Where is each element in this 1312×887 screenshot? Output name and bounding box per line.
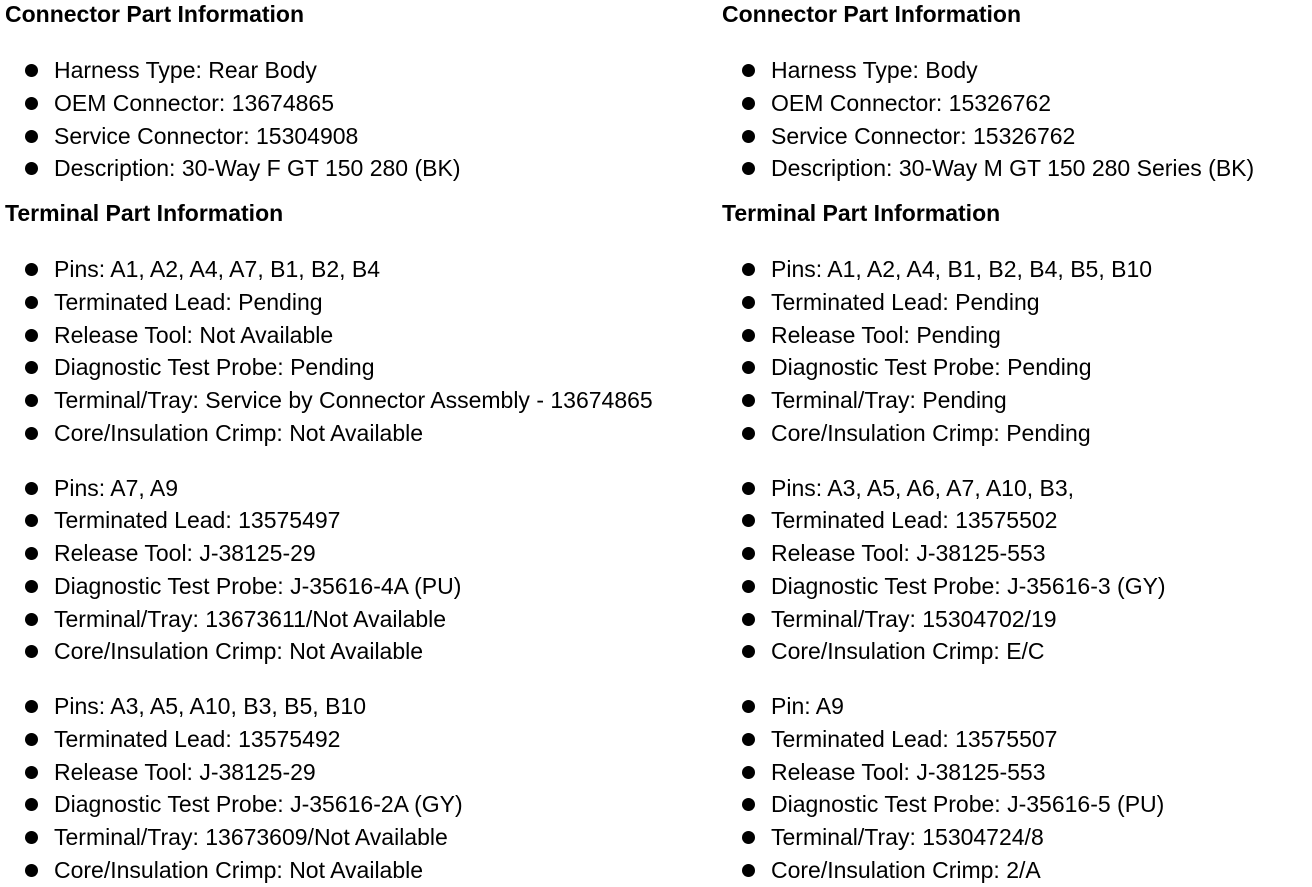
terminal-group bbox=[5, 253, 717, 450]
bullet-icon bbox=[25, 733, 38, 746]
list-item bbox=[5, 253, 717, 286]
bullet-icon bbox=[25, 263, 38, 276]
list-item bbox=[722, 286, 1312, 319]
bullet-icon bbox=[742, 613, 755, 626]
list-item bbox=[5, 54, 717, 87]
bullet-icon bbox=[742, 766, 755, 779]
list-item bbox=[5, 854, 717, 887]
list-item bbox=[722, 54, 1312, 87]
bullet-icon bbox=[25, 97, 38, 110]
bullet-icon bbox=[25, 427, 38, 440]
bullet-icon bbox=[25, 482, 38, 495]
bullet-icon bbox=[742, 263, 755, 276]
bullet-icon bbox=[742, 97, 755, 110]
list-item-text: Core/Insulation Crimp: Not Available bbox=[54, 419, 424, 446]
list-item bbox=[5, 690, 717, 723]
list-item bbox=[722, 537, 1312, 570]
bullet-icon bbox=[742, 733, 755, 746]
terminal-group bbox=[722, 472, 1312, 669]
connector-heading: Connector Part Information bbox=[5, 1, 305, 27]
list-item bbox=[722, 854, 1312, 887]
list-item bbox=[5, 472, 717, 505]
bullet-icon bbox=[25, 831, 38, 844]
list-item-text: Core/Insulation Crimp: Not Available bbox=[54, 638, 424, 665]
bullet-icon bbox=[25, 394, 38, 407]
terminal-heading: Terminal Part Information bbox=[5, 200, 284, 226]
bullet-icon bbox=[742, 329, 755, 342]
terminal-list bbox=[722, 690, 1312, 887]
list-item bbox=[5, 723, 717, 756]
bullet-icon bbox=[742, 514, 755, 527]
list-item bbox=[5, 537, 717, 570]
list-item-text: Release Tool: J-38125-553 bbox=[771, 540, 1046, 566]
list-item-text: Pin: A9 bbox=[771, 693, 844, 719]
list-item bbox=[722, 635, 1312, 668]
bullet-icon bbox=[742, 296, 755, 309]
list-item bbox=[722, 417, 1312, 450]
bullet-icon bbox=[742, 394, 755, 407]
list-item bbox=[5, 384, 717, 417]
bullet-icon bbox=[25, 864, 38, 877]
bullet-icon bbox=[25, 130, 38, 143]
bullet-icon bbox=[742, 700, 755, 713]
list-item-text: Core/Insulation Crimp: Pending bbox=[771, 419, 1091, 446]
list-item-text: Pins: A7, A9 bbox=[54, 474, 179, 501]
list-item bbox=[5, 319, 717, 352]
terminal-group bbox=[5, 472, 717, 669]
list-item-text: Service Connector: 15326762 bbox=[771, 122, 1076, 149]
list-item-text: Terminal/Tray: 13673609/Not Available bbox=[54, 824, 448, 850]
list-item bbox=[5, 351, 717, 384]
right-column bbox=[722, 0, 1312, 887]
list-item bbox=[5, 821, 717, 854]
bullet-icon bbox=[25, 580, 38, 593]
list-item bbox=[722, 756, 1312, 789]
bullet-icon bbox=[742, 798, 755, 811]
bullet-icon bbox=[742, 645, 755, 658]
bullet-icon bbox=[25, 645, 38, 658]
list-item bbox=[722, 384, 1312, 417]
bullet-icon bbox=[25, 798, 38, 811]
list-item bbox=[5, 417, 717, 450]
list-item bbox=[5, 286, 717, 319]
list-item-text: Release Tool: J-38125-29 bbox=[54, 540, 316, 566]
list-item bbox=[722, 87, 1312, 120]
list-item-text: Core/Insulation Crimp: 2/A bbox=[771, 856, 1041, 883]
list-item-text: Terminal/Tray: 15304724/8 bbox=[771, 824, 1044, 850]
list-item-text: Pins: A1, A2, A4, A7, B1, B2, B4 bbox=[54, 256, 381, 282]
list-item-text: Release Tool: Pending bbox=[771, 321, 1001, 348]
bullet-icon bbox=[742, 831, 755, 844]
bullet-icon bbox=[742, 427, 755, 440]
bullet-icon bbox=[25, 64, 38, 77]
list-item-text: Diagnostic Test Probe: Pending bbox=[771, 354, 1092, 381]
list-item-text: Release Tool: Not Available bbox=[54, 321, 334, 348]
terminal-list bbox=[5, 472, 717, 669]
list-item-text: Harness Type: Body bbox=[771, 57, 978, 83]
list-item bbox=[5, 603, 717, 636]
terminal-list bbox=[5, 253, 717, 450]
list-item-text: Pins: A3, A5, A10, B3, B5, B10 bbox=[54, 693, 366, 719]
list-item-text: Diagnostic Test Probe: Pending bbox=[54, 354, 375, 381]
bullet-icon bbox=[742, 580, 755, 593]
list-item bbox=[5, 635, 717, 668]
list-item-text: Terminated Lead: 13575497 bbox=[54, 507, 341, 534]
list-item-text: Core/Insulation Crimp: E/C bbox=[771, 638, 1045, 665]
list-item bbox=[722, 570, 1312, 603]
list-item-text: Terminated Lead: 13575502 bbox=[771, 507, 1058, 534]
list-item-text: Terminated Lead: Pending bbox=[54, 288, 323, 315]
terminal-list bbox=[722, 472, 1312, 669]
terminal-group bbox=[5, 690, 717, 887]
list-item-text: Terminated Lead: 13575507 bbox=[771, 725, 1058, 752]
bullet-icon bbox=[742, 162, 755, 175]
list-item-text: Diagnostic Test Probe: J-35616-2A (GY) bbox=[54, 791, 463, 818]
list-item-text: Harness Type: Rear Body bbox=[54, 57, 317, 83]
bullet-icon bbox=[742, 864, 755, 877]
bullet-icon bbox=[25, 766, 38, 779]
list-item bbox=[722, 603, 1312, 636]
list-item-text: Description: 30-Way F GT 150 280 (BK) bbox=[54, 155, 461, 182]
list-item-text: Diagnostic Test Probe: J-35616-5 (PU) bbox=[771, 791, 1165, 818]
bullet-icon bbox=[742, 64, 755, 77]
list-item bbox=[5, 756, 717, 789]
list-item bbox=[722, 120, 1312, 153]
list-item-text: Release Tool: J-38125-553 bbox=[771, 758, 1046, 785]
list-item-text: Service Connector: 15304908 bbox=[54, 122, 359, 149]
list-item bbox=[722, 690, 1312, 723]
list-item-text: Release Tool: J-38125-29 bbox=[54, 758, 316, 785]
bullet-icon bbox=[742, 130, 755, 143]
list-item-text: Terminal/Tray: 15304702/19 bbox=[771, 605, 1057, 632]
bullet-icon bbox=[742, 547, 755, 560]
list-item-text: Core/Insulation Crimp: Not Available bbox=[54, 856, 424, 883]
list-item bbox=[5, 788, 717, 821]
list-item-text: Terminated Lead: Pending bbox=[771, 288, 1040, 315]
list-item bbox=[722, 472, 1312, 505]
list-item bbox=[722, 723, 1312, 756]
left-column bbox=[5, 0, 717, 887]
list-item bbox=[722, 253, 1312, 286]
connector-list bbox=[722, 54, 1312, 185]
terminal-group bbox=[722, 253, 1312, 450]
bullet-icon bbox=[25, 547, 38, 560]
list-item-text: Terminal/Tray: Service by Connector Assembly - 13674865 bbox=[54, 387, 653, 413]
list-item bbox=[5, 504, 717, 537]
terminal-list bbox=[722, 253, 1312, 450]
bullet-icon bbox=[25, 700, 38, 713]
list-item-text: Diagnostic Test Probe: J-35616-3 (GY) bbox=[771, 572, 1166, 599]
terminal-heading: Terminal Part Information bbox=[722, 200, 1001, 226]
list-item bbox=[722, 821, 1312, 854]
list-item-text: Terminated Lead: 13575492 bbox=[54, 725, 341, 752]
connector-list bbox=[5, 54, 717, 185]
list-item bbox=[5, 152, 717, 185]
list-item bbox=[722, 319, 1312, 352]
list-item-text: OEM Connector: 15326762 bbox=[771, 89, 1052, 116]
bullet-icon bbox=[25, 514, 38, 527]
list-item-text: Terminal/Tray: 13673611/Not Available bbox=[54, 605, 447, 632]
bullet-icon bbox=[25, 162, 38, 175]
connector-heading: Connector Part Information bbox=[722, 1, 1022, 27]
bullet-icon bbox=[742, 482, 755, 495]
bullet-icon bbox=[742, 361, 755, 374]
list-item bbox=[722, 504, 1312, 537]
bullet-icon bbox=[25, 329, 38, 342]
list-item-text: Diagnostic Test Probe: J-35616-4A (PU) bbox=[54, 572, 462, 599]
list-item-text: Pins: A1, A2, A4, B1, B2, B4, B5, B10 bbox=[771, 256, 1153, 282]
list-item-text: Terminal/Tray: Pending bbox=[771, 387, 1007, 413]
list-item-text: OEM Connector: 13674865 bbox=[54, 89, 335, 116]
list-item bbox=[722, 351, 1312, 384]
bullet-icon bbox=[25, 361, 38, 374]
list-item-text: Description: 30-Way M GT 150 280 Series (BK) bbox=[771, 155, 1255, 182]
terminal-list bbox=[5, 690, 717, 887]
list-item bbox=[5, 87, 717, 120]
list-item-text: Pins: A3, A5, A6, A7, A10, B3, bbox=[771, 474, 1075, 501]
list-item bbox=[722, 152, 1312, 185]
list-item bbox=[722, 788, 1312, 821]
bullet-icon bbox=[25, 296, 38, 309]
list-item bbox=[5, 120, 717, 153]
terminal-group bbox=[722, 690, 1312, 887]
bullet-icon bbox=[25, 613, 38, 626]
list-item bbox=[5, 570, 717, 603]
